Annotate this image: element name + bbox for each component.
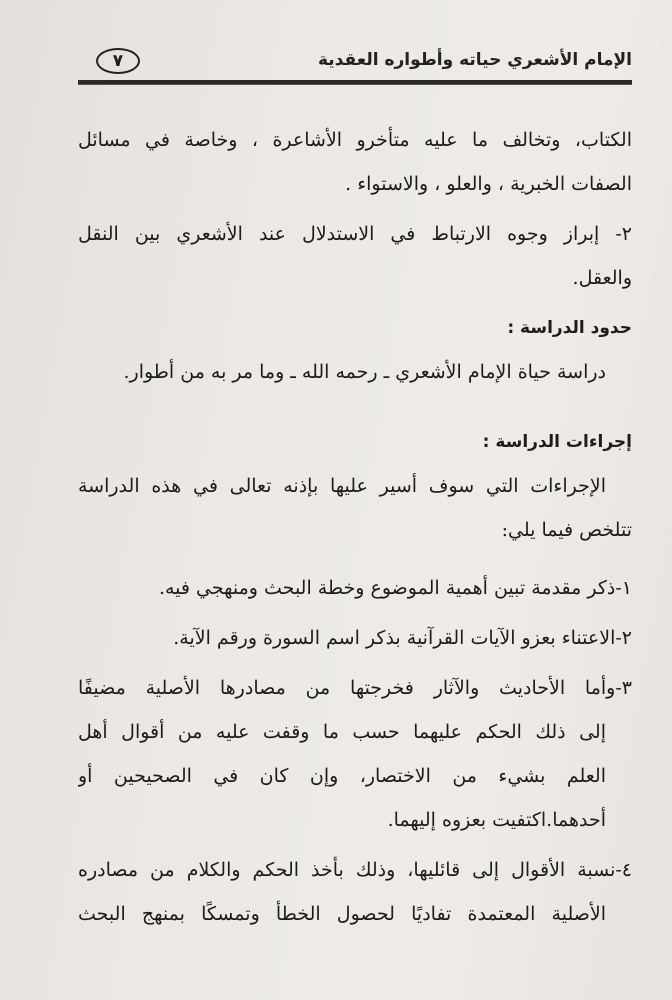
list-item-line: إلى ذلك الحكم عليهما حسب ما وقفت عليه من أقوال أهل xyxy=(78,721,606,743)
list-item-line: ٤-نسبة الأقوال إلى قائليها، وذلك بأخذ الحكم والكلام من مصادره xyxy=(78,859,632,881)
paragraph-line: الإجراءات التي سوف أسير عليها بإذنه تعالى في هذه الدراسة xyxy=(78,475,606,497)
page-number: ٧ xyxy=(96,48,140,74)
list-item-line: العلم بشيء من الاختصار، وإن كان في الصحيحين أو xyxy=(78,765,606,787)
list-item-line: ٢-الاعتناء بعزو الآيات القرآنية بذكر اسم السورة ورقم الآية. xyxy=(173,627,632,649)
list-item-line: والعقل. xyxy=(572,267,632,289)
paragraph-line: دراسة حياة الإمام الأشعري ـ رحمه الله ـ وما مر به من أطوار. xyxy=(123,361,606,383)
list-item-line: الأصلية المعتمدة تفاديًا لحصول الخطأ وتمسكًا بمنهج البحث xyxy=(78,903,606,925)
paragraph-line: تتلخص فيما يلي: xyxy=(501,519,632,541)
paragraph-line: الصفات الخبرية ، والعلو ، والاستواء . xyxy=(345,173,632,195)
header-rule xyxy=(78,80,632,85)
page-body xyxy=(78,118,632,936)
list-item-line: ٢- إبراز وجوه الارتباط في الاستدلال عند الأشعري بين النقل xyxy=(78,223,632,245)
list-item-line: أحدهما.اكتفيت بعزوه إليهما. xyxy=(387,809,606,831)
running-title: الإمام الأشعري حياته وأطواره العقدية xyxy=(317,50,632,70)
section-heading-procedures: إجراءات الدراسة : xyxy=(482,432,632,452)
list-item-line: ١-ذكر مقدمة تبين أهمية الموضوع وخطة البحث ومنهجي فيه. xyxy=(158,577,632,599)
paragraph-line: الكتاب، وتخالف ما عليه متأخرو الأشاعرة ، وخاصة في مسائل xyxy=(78,129,632,151)
section-heading-limits: حدود الدراسة : xyxy=(507,318,632,338)
page-header xyxy=(78,40,632,78)
list-item-line: ٣-وأما الأحاديث والآثار فخرجتها من مصادرها الأصلية مضيفًا xyxy=(78,677,632,699)
